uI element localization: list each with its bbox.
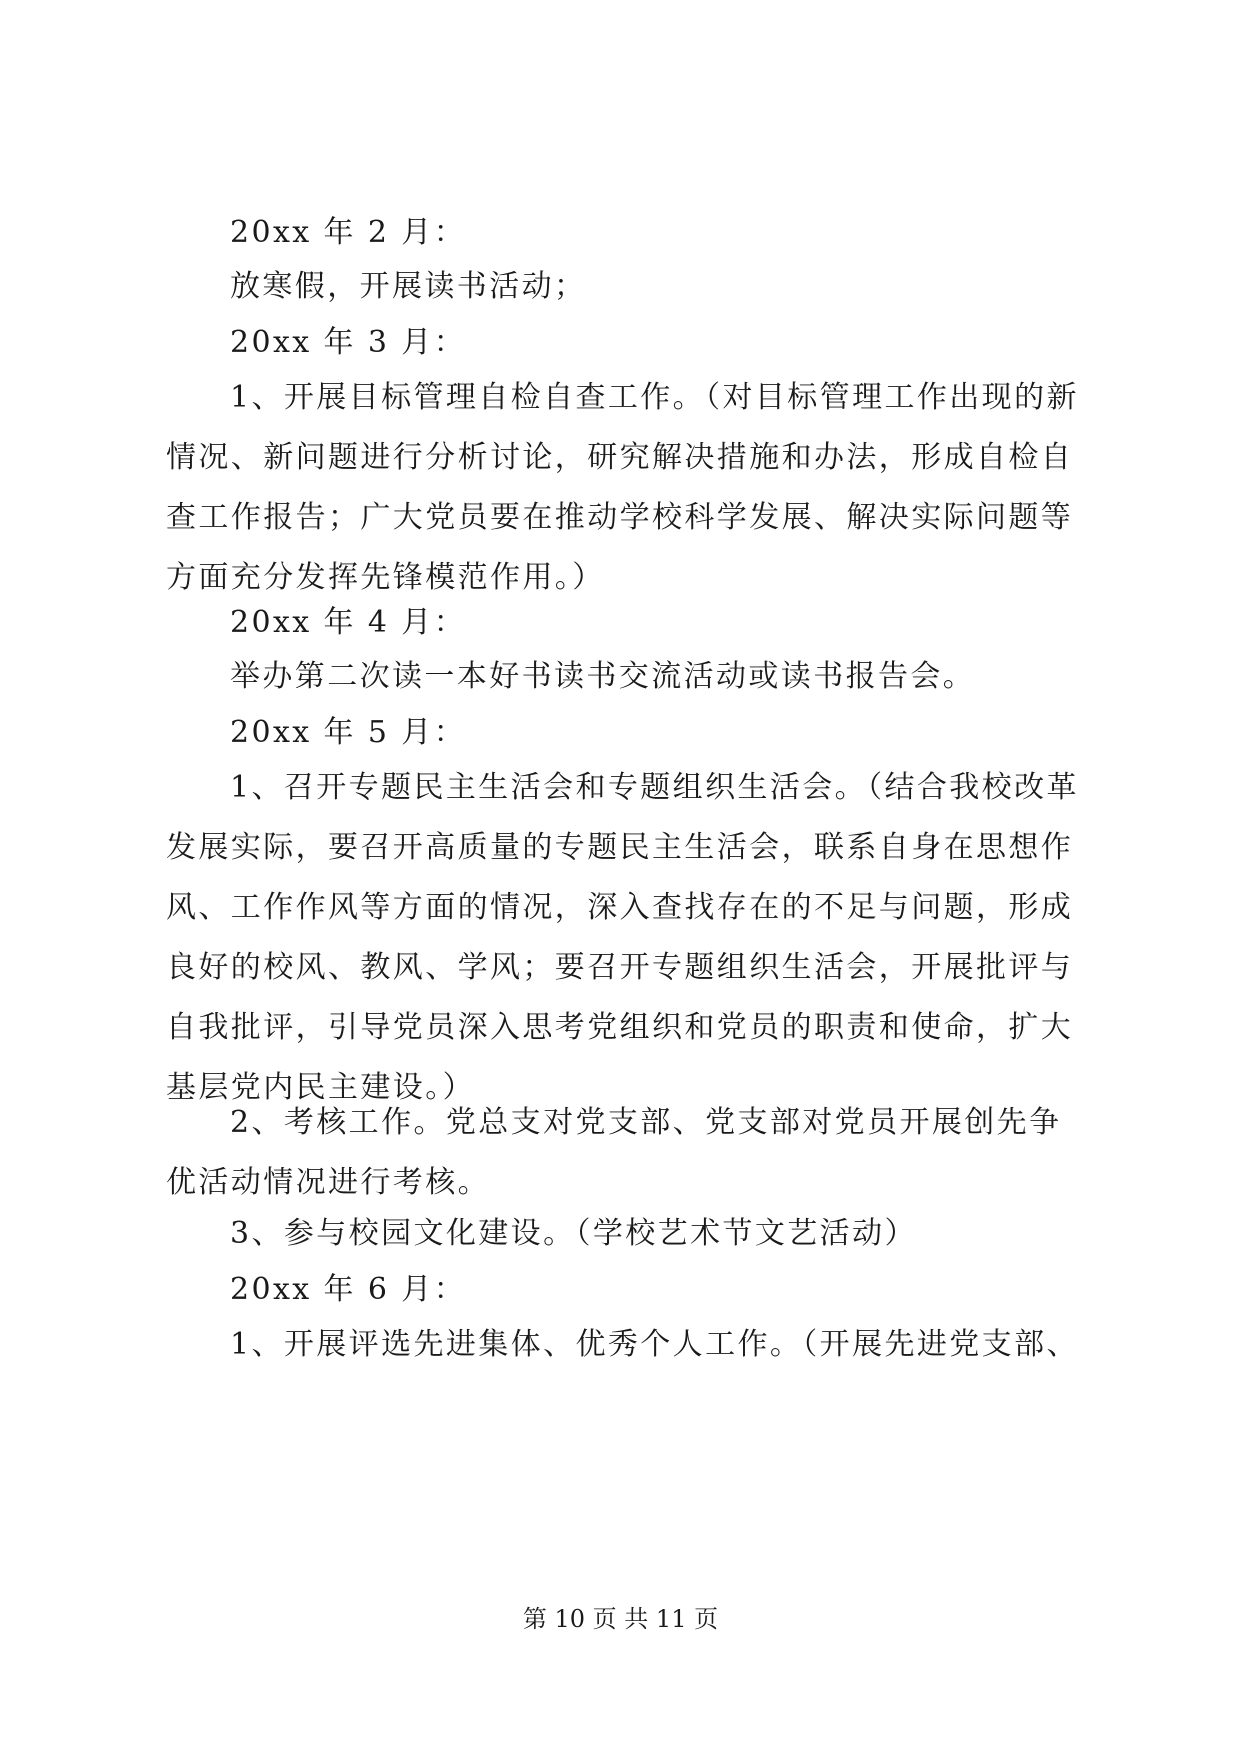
- paragraph: [166, 257, 586, 317]
- paragraph-line: 举办第二次读一本好书读书交流活动或读书报告会。: [230, 659, 976, 694]
- paragraph-line: 查工作报告；广大党员要在推动学校科学发展、解决实际问题等: [166, 500, 1074, 535]
- month-heading: [166, 203, 466, 263]
- paragraph-line: 方面充分发挥先锋模范作用。）: [166, 560, 605, 595]
- paragraph-line: 20xx 年 5 月：: [230, 715, 467, 750]
- paragraph-line: 2、考核工作。党总支对党支部、党支部对党员开展创先争: [230, 1105, 1062, 1140]
- month-heading: [166, 593, 466, 653]
- paragraph: [166, 758, 1079, 1118]
- paragraph: [166, 1204, 917, 1264]
- paragraph-line: 优活动情况进行考核。: [166, 1165, 490, 1200]
- month-heading: [166, 1260, 466, 1320]
- paragraph-line: 自我批评，引导党员深入思考党组织和党员的职责和使命，扩大: [166, 1010, 1074, 1045]
- paragraph-line: 20xx 年 6 月：: [230, 1272, 467, 1307]
- paragraph-line: 20xx 年 2 月：: [230, 215, 467, 250]
- paragraph: [166, 1093, 1062, 1213]
- paragraph-line: 良好的校风、教风、学风；要召开专题组织生活会，开展批评与: [166, 950, 1074, 985]
- paragraph-line: 1、开展目标管理自检自查工作。（对目标管理工作出现的新: [230, 380, 1079, 415]
- month-heading: [166, 703, 466, 763]
- page-number-label: 第 10 页 共 11 页: [522, 1605, 719, 1633]
- paragraph-line: 1、召开专题民主生活会和专题组织生活会。（结合我校改革: [230, 770, 1079, 805]
- paragraph-line: 1、开展评选先进集体、优秀个人工作。（开展先进党支部、: [230, 1327, 1079, 1362]
- paragraph-line: 3、参与校园文化建设。（学校艺术节文艺活动）: [230, 1216, 917, 1251]
- paragraph: [166, 647, 975, 707]
- paragraph-line: 基层党内民主建设。）: [166, 1070, 475, 1105]
- paragraph-line: 放寒假，开展读书活动；: [230, 269, 587, 304]
- page-footer: [0, 1604, 1241, 1634]
- paragraph-line: 20xx 年 3 月：: [230, 325, 467, 360]
- paragraph-line: 风、工作作风等方面的情况，深入查找存在的不足与问题，形成: [166, 890, 1074, 925]
- paragraph-line: 20xx 年 4 月：: [230, 605, 467, 640]
- paragraph-line: 情况、新问题进行分析讨论，研究解决措施和办法，形成自检自: [166, 440, 1074, 475]
- paragraph: [166, 1315, 1079, 1375]
- paragraph-line: 发展实际，要召开高质量的专题民主生活会，联系自身在思想作: [166, 830, 1074, 865]
- month-heading: [166, 313, 466, 373]
- paragraph: [166, 368, 1079, 608]
